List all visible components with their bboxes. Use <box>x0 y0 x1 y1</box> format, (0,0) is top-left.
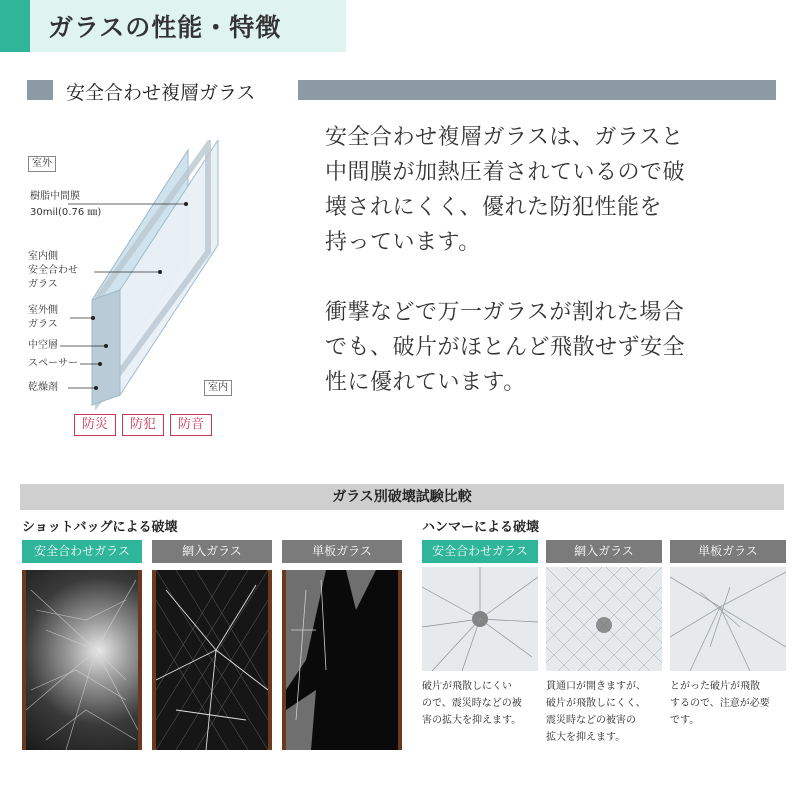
impact-pattern <box>422 567 538 671</box>
section-marker <box>27 80 53 100</box>
crack-pattern <box>26 570 138 750</box>
label-hollow-layer: 中空層 <box>28 340 58 351</box>
hammer-caption-wired <box>546 678 666 746</box>
page-title: ガラスの性能・特徴 <box>48 13 282 42</box>
single-impact-pattern <box>670 567 786 671</box>
description-text <box>325 120 775 400</box>
hammer-label-wired: 網入ガラス <box>546 540 662 563</box>
label-inner-safety-1: 室内側 <box>28 251 58 262</box>
desc-line: 中間膜が加熱圧着されているので破 <box>325 160 686 185</box>
hammer-label-safety: 安全合わせガラス <box>422 540 538 563</box>
label-resin-film: 樹脂中間膜 <box>30 191 80 202</box>
caption-line: とがった破片が飛散 <box>670 681 760 692</box>
caption-line: 破片が飛散しにくく、 <box>546 698 646 709</box>
desc-line: 持っています。 <box>325 230 481 255</box>
desc-line: 衝撃などで万一ガラスが割れた場合 <box>325 300 685 325</box>
label-outer-glass-2: ガラス <box>28 319 58 330</box>
shot-bag-photo-wired <box>152 570 272 750</box>
wired-glass-pattern <box>156 570 268 750</box>
caption-line: 貫通口が開きますが、 <box>546 681 646 692</box>
desc-line: でも、破片がほとんど飛散せず安全 <box>325 335 686 360</box>
hammer-caption-single <box>670 678 790 729</box>
shatter-pattern <box>286 570 398 750</box>
wired-impact-pattern <box>546 567 662 671</box>
comparison-title: ガラス別破壊試験比較 <box>20 484 784 510</box>
section-divider-bar <box>298 80 776 100</box>
hammer-title: ハンマーによる破壊 <box>422 520 540 535</box>
label-desiccant: 乾燥剤 <box>28 382 58 393</box>
header-accent <box>0 0 30 52</box>
header-banner <box>0 0 346 52</box>
label-inner-safety-2: 安全合わせ <box>28 265 78 276</box>
section-title: 安全合わせ複層ガラス <box>66 82 256 104</box>
label-outer-glass-1: 室外側 <box>28 305 58 316</box>
desc-line: 壊されにくく、優れた防犯性能を <box>325 195 663 220</box>
feature-crime-badge: 防犯 <box>122 414 164 436</box>
desc-line: 性に優れています。 <box>325 370 526 395</box>
desc-line: 安全合わせ複層ガラスは、ガラスと <box>325 125 684 150</box>
hammer-label-single: 単板ガラス <box>670 540 786 563</box>
shot-bag-label-single: 単板ガラス <box>282 540 402 563</box>
feature-sound-badge: 防音 <box>170 414 212 436</box>
description-paragraph-1 <box>325 120 775 260</box>
hammer-photo-single <box>670 567 786 671</box>
caption-line: 害の拡大を抑えます。 <box>422 715 522 726</box>
outside-tag: 室外 <box>28 156 56 172</box>
label-resin-film-spec: 30mil(0.76 ㎜) <box>30 207 102 218</box>
shot-bag-photo-safety <box>22 570 142 750</box>
hammer-photo-safety <box>422 567 538 671</box>
caption-line: するので、注意が必要 <box>670 698 770 709</box>
caption-line: 拡大を抑えます。 <box>546 732 626 743</box>
caption-line: 震災時などの被害の <box>546 715 636 726</box>
caption-line: です。 <box>670 715 700 726</box>
label-spacer: スペーサー <box>28 358 78 369</box>
caption-line: ので、震災時などの被 <box>422 698 522 709</box>
shot-bag-label-wired: 網入ガラス <box>152 540 272 563</box>
shot-bag-title: ショットバッグによる破壊 <box>22 520 178 535</box>
shot-bag-label-safety: 安全合わせガラス <box>22 540 142 563</box>
feature-disaster-badge: 防災 <box>74 414 116 436</box>
inside-tag: 室内 <box>204 380 232 396</box>
hammer-photo-wired <box>546 567 662 671</box>
shot-bag-photo-single <box>282 570 402 750</box>
caption-line: 破片が飛散しにくい <box>422 681 512 692</box>
glass-cross-section-diagram <box>28 140 258 440</box>
hammer-caption-safety <box>422 678 542 729</box>
label-inner-safety-3: ガラス <box>28 279 58 290</box>
description-paragraph-2 <box>325 295 775 400</box>
